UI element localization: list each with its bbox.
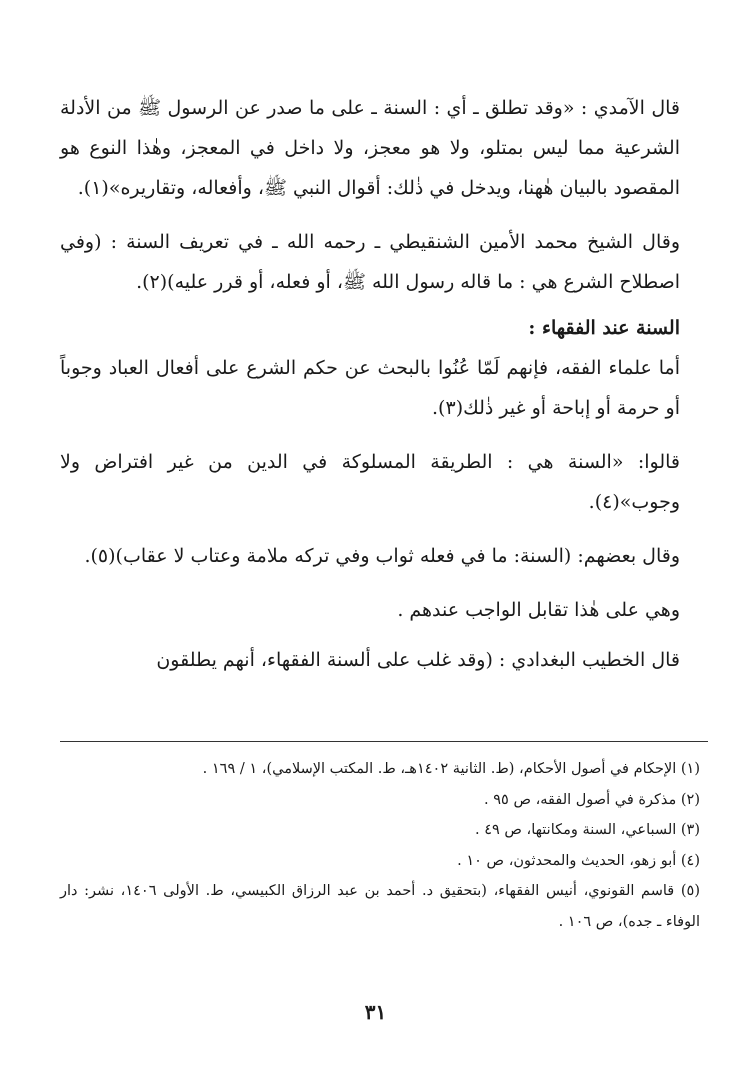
footnotes [60,754,708,937]
paragraph-khatib-quote: قال الخطيب البغدادي : (وقد غلب على ألسنة الفقهاء، أنهم يطلقون [156,649,680,671]
paragraph-sunnah-definition: قالوا: «السنة هي : الطريقة المسلوكة في الدين من غير افتراض ولا وجوب»(٤). [60,451,680,513]
paragraph-shinqiti-quote: وقال الشيخ محمد الأمين الشنقيطي ـ رحمه الله ـ في تعريف السنة : (وفي اصطلاح الشرع هي : ما قاله رسول الله ﷺ، أو فعله، أو قرر عليه)(٢). [60,231,680,293]
footnote-5: (٥) قاسم القونوي، أنيس الفقهاء، (بتحقيق د. أحمد بن عبد الرزاق الكبيسي، ط. الأولى ١٤٠٦، نشر: دار الوفاء ـ جده)، ص ١٠٦ . [60,883,700,930]
footnote-3: (٣) السباعي، السنة ومكانتها، ص ٤٩ . [474,822,700,838]
paragraph-some-scholars: وقال بعضهم: (السنة: ما في فعله ثواب وفي تركه ملامة وعتاب لا عقاب)(٥). [84,545,680,567]
page-number: ٣١ [364,1000,387,1024]
footnote-divider [60,741,708,742]
footnote-4: (٤) أبو زهو، الحديث والمحدثون، ص ١٠ . [457,852,700,869]
paragraph-amidi-quote: قال الآمدي : «وقد تطلق ـ أي : السنة ـ على ما صدر عن الرسول ﷺ من الأدلة الشرعية مما ليس بمتلو، ولا هو معجز، ولا داخل في المعجز، وهٰذا النوع هو المقصود بالبيان هٰهنا، ويدخل في ذٰلك: أقوال النبي ﷺ، وأفعاله، وتقاريره»(١). [60,97,680,199]
main-text [60,88,708,680]
section-heading-fuqaha: السنة عند الفقهاء : [528,317,680,339]
paragraph-fiqh-scholars: أما علماء الفقه، فإنهم لَمّا عُنُوا بالبحث عن حكم الشرع على أفعال العباد وجوباً أو حرمة أو إباحة أو غير ذٰلك(٣). [60,357,680,419]
footnote-2: (٢) مذكرة في أصول الفقه، ص ٩٥ . [484,791,700,808]
paragraph-opposite-wajib: وهي على هٰذا تقابل الواجب عندهم . [397,599,680,621]
footnote-1: (١) الإحكام في أصول الأحكام، (ط. الثانية ١٤٠٢هـ، ط. المكتب الإسلامي)، ١ / ١٦٩ . [202,761,700,777]
